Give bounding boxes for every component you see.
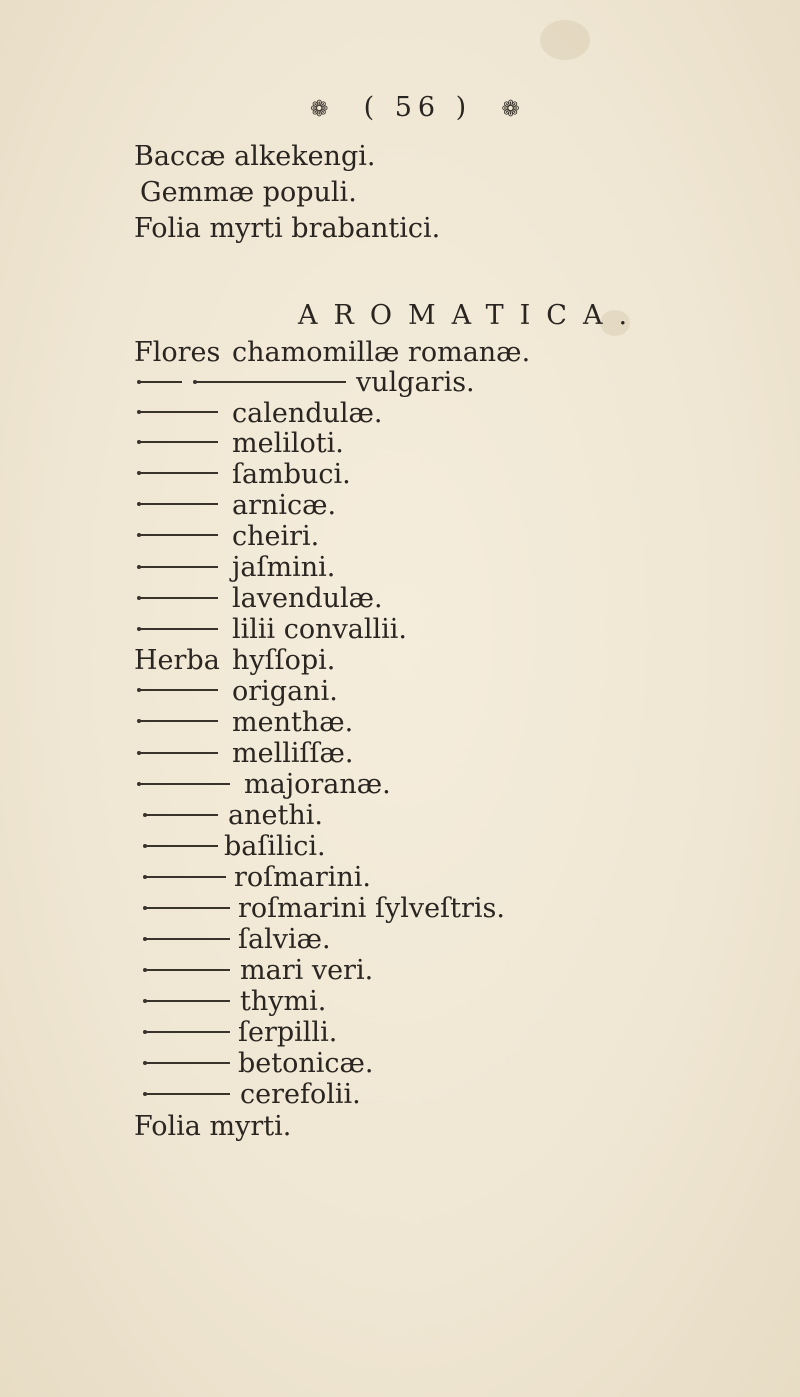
ditto-rule — [140, 597, 218, 599]
entry-text: mari veri. — [240, 955, 374, 986]
ditto-rule — [140, 720, 218, 722]
ditto-rule — [146, 876, 226, 878]
ditto-rule — [140, 381, 182, 383]
ditto-rule — [140, 752, 218, 754]
ditto-rule — [146, 1062, 230, 1064]
section-title: AROMATICA. — [298, 300, 644, 331]
entry-text: hyſſopi. — [232, 645, 336, 676]
entry-text: arnicæ. — [232, 490, 337, 521]
ditto-rule — [140, 783, 230, 785]
ditto-rule — [146, 814, 218, 816]
ditto-rule — [140, 441, 218, 443]
entry-text: calendulæ. — [232, 398, 383, 429]
entry-text: anethi. — [228, 800, 323, 831]
entry-text: melliſſæ. — [232, 738, 354, 769]
entry-text: jaſmini. — [232, 552, 336, 583]
entry-text: meliloti. — [232, 428, 344, 459]
entry-text: vulgaris. — [356, 367, 475, 398]
entry-text: thymi. — [240, 986, 327, 1017]
entry-text: betonicæ. — [238, 1048, 374, 1079]
entry-text: baſilici. — [224, 831, 326, 862]
ornament-left-icon: ❁ — [310, 97, 335, 122]
ditto-rule — [140, 472, 218, 474]
ditto-rule — [146, 1031, 230, 1033]
ditto-rule — [140, 534, 218, 536]
ditto-rule — [140, 503, 218, 505]
ditto-rule — [140, 411, 218, 413]
entry-text: origani. — [232, 676, 338, 707]
intro-line: Baccæ alkekengi. — [134, 141, 376, 172]
entry-text: roſmarini ſylveſtris. — [238, 893, 505, 924]
entry-head-herba: Herba — [134, 645, 220, 676]
ditto-rule — [140, 566, 218, 568]
entry-text: menthæ. — [232, 707, 354, 738]
ditto-rule — [146, 938, 230, 940]
entry-text: cerefolii. — [240, 1079, 361, 1110]
intro-line: Folia myrti brabantici. — [134, 213, 441, 244]
entry-text: cheiri. — [232, 521, 320, 552]
ditto-rule — [146, 1093, 230, 1095]
page-number: ( 56 ) — [363, 92, 473, 123]
page-header — [310, 92, 526, 123]
entry-head-flores: Flores — [134, 337, 221, 368]
entry-text: ſerpilli. — [238, 1017, 338, 1048]
entry-text: lilii convallii. — [232, 614, 407, 645]
entry-text: ſambuci. — [232, 459, 351, 490]
ditto-rule — [146, 907, 230, 909]
entry-text: majoranæ. — [244, 769, 391, 800]
entry-text: roſmarini. — [234, 862, 372, 893]
entry-text: ſalviæ. — [238, 924, 331, 955]
ornament-right-icon: ❁ — [501, 97, 526, 122]
intro-line: Gemmæ populi. — [140, 177, 357, 208]
ditto-rule — [196, 381, 346, 383]
ditto-rule — [140, 628, 218, 630]
ditto-rule — [146, 845, 218, 847]
ditto-rule — [140, 689, 218, 691]
paper-stain — [540, 20, 590, 60]
entry-text: lavendulæ. — [232, 583, 383, 614]
entry-text: chamomillæ romanæ. — [232, 337, 531, 368]
closing-line: Folia myrti. — [134, 1111, 292, 1142]
ditto-rule — [146, 969, 230, 971]
ditto-rule — [146, 1000, 230, 1002]
